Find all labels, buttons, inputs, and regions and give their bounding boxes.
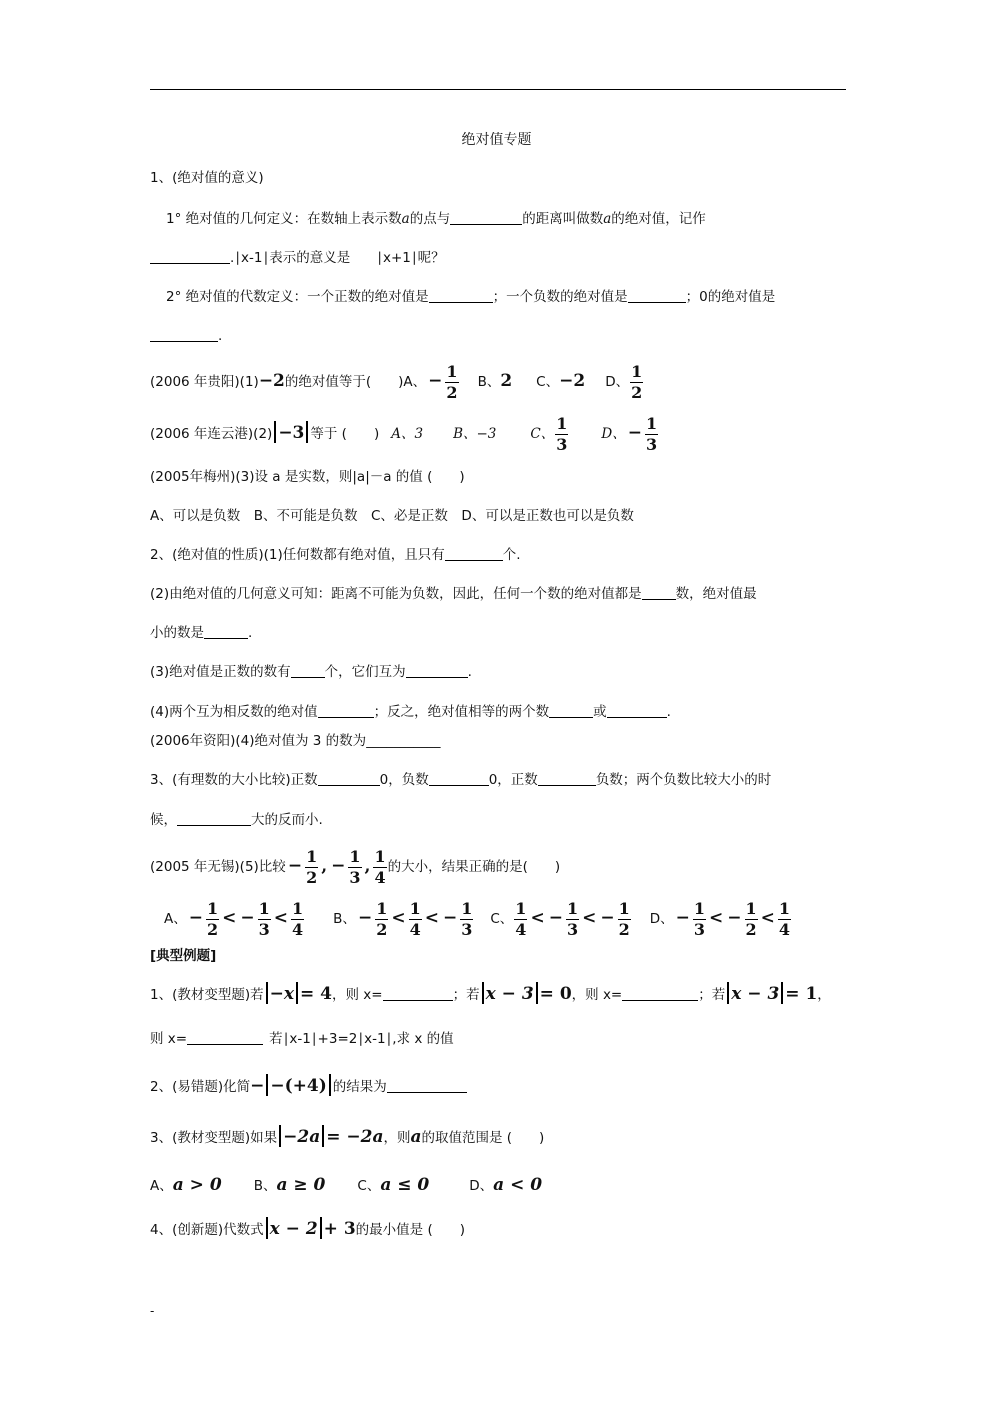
answer-blank[interactable]: [318, 771, 380, 786]
example-3: 3、(教材变型题)如果 −2a = −2a，则a的取值范围是 ( ): [150, 1127, 545, 1147]
example-2: 2、(易错题)化简− −(+4) 的结果为: [150, 1072, 467, 1101]
answer-blank[interactable]: [204, 624, 248, 639]
answer-blank[interactable]: [450, 210, 522, 225]
geometric-definition: 1° 绝对值的几何定义：在数轴上表示数a的点与 的距离叫做数a的绝对值，记作: [166, 211, 706, 227]
answer-blank[interactable]: [445, 546, 503, 561]
comparison-rules: 3、(有理数的大小比较)正数 0，负数 0，正数 负数；两个负数比较大小的时: [150, 772, 772, 788]
answer-blank[interactable]: [538, 771, 596, 786]
example-3-options: A、a > 0 B、a ≥ 0 C、a ≤ 0 D、a < 0: [150, 1175, 543, 1195]
answer-blank[interactable]: [177, 811, 251, 826]
answer-blank[interactable]: [607, 703, 667, 718]
examples-heading: [典型例题]: [150, 948, 217, 964]
property-4: (4)两个互为相反数的绝对值 ；反之，绝对值相等的两个数 或 .: [150, 704, 671, 720]
example-1: 1、(教材变型题)若 −x = 4，则 x= ；若 x − 3 = 0，则 x= ；若 x − 3 = 1，: [150, 984, 831, 1004]
property-2: (2)由绝对值的几何意义可知：距离不可能为负数，因此，任何一个数的绝对值都是 数，绝对值最: [150, 586, 757, 602]
question-2: (2006 年连云港)(2) −3 等于 ( ) A、3 B、−3 C、 $\frac{1}{3}$ D、 − $\frac{1}{3}$: [150, 413, 658, 454]
question-3: (2005年梅州)(3)设 a 是实数，则|a|－a 的值 ( ): [150, 469, 465, 485]
property-3: (3)绝对值是正数的数有 个，它们互为 .: [150, 664, 472, 680]
answer-blank[interactable]: [628, 288, 686, 303]
answer-blank[interactable]: [291, 663, 325, 678]
question-5-options: A、 − $\frac{1}{2}$ < − $\frac{1}{3}$ < $\frac{1}{4}$ B、 − $\frac{1}{2}$ < $\frac{1}{4}$ < − $\frac{1}{3}$ C、 $\frac{1}{4}$ < − $\frac{1}{3}$ < − $\frac{1}{2}$ D、 − $\frac{1}{3}$ < − $\frac{1}{2}$ < $\frac{1}{4}$: [164, 898, 791, 939]
algebraic-definition: 2° 绝对值的代数定义：一个正数的绝对值是 ；一个负数的绝对值是 ；0的绝对值是: [166, 289, 776, 305]
answer-blank[interactable]: [187, 1030, 263, 1045]
comparison-rules-cont: 候， 大的反而小.: [150, 812, 323, 828]
answer-blank[interactable]: [622, 986, 698, 1001]
answer-blank[interactable]: [150, 249, 230, 264]
answer-blank[interactable]: [387, 1078, 467, 1093]
example-4: 4、(创新题)代数式 x − 2 + 3的最小值是 ( ): [150, 1219, 465, 1239]
answer-blank[interactable]: [406, 663, 468, 678]
question-3-options: A、可以是负数 B、不可能是负数 C、必是正数 D、可以是正数也可以是负数: [150, 508, 634, 524]
page-title: 绝对值专题: [461, 132, 532, 148]
section-1-heading: 1、(绝对值的意义): [150, 170, 264, 186]
algebraic-definition-cont: .: [150, 326, 222, 346]
question-5: (2005 年无锡)(5)比较 − $\frac{1}{2}$ , − $\frac{1}{3}$ , $\frac{1}{4}$ 的大小，结果正确的是( ): [150, 846, 561, 887]
fraction: $\frac{1}{3}$: [556, 413, 568, 454]
geometric-definition-cont: .∣x-1∣表示的意义是 ∣x+1∣呢？: [150, 248, 445, 268]
answer-blank[interactable]: [429, 288, 493, 303]
answer-blank[interactable]: [549, 703, 593, 718]
example-1-cont: 则 x= 若∣x-1∣+3=2∣x-1∣,求 x 的值: [150, 1031, 454, 1047]
answer-blank[interactable]: [429, 771, 489, 786]
fraction: $\frac{1}{3}$: [645, 413, 658, 454]
answer-blank[interactable]: [642, 585, 676, 600]
question-4: (2006年资阳)(4)绝对值为 3 的数为___________: [150, 733, 441, 749]
question-1: (2006 年贵阳)(1)−2的绝对值等于( )A、 − $\frac{1}{2}$ B、2 C、−2 D、 $\frac{1}{2}$: [150, 361, 643, 402]
property-1: 2、(绝对值的性质)(1)任何数都有绝对值，且只有 个.: [150, 547, 521, 563]
footer-mark: -: [150, 1304, 155, 1318]
fraction: $\frac{1}{2}$: [631, 361, 643, 402]
answer-blank[interactable]: [150, 327, 218, 342]
fraction: $\frac{1}{2}$: [446, 361, 458, 402]
header-rule: [150, 89, 846, 90]
answer-blank[interactable]: [383, 986, 453, 1001]
answer-blank[interactable]: [318, 703, 374, 718]
property-2-cont: 小的数是 .: [150, 625, 253, 641]
